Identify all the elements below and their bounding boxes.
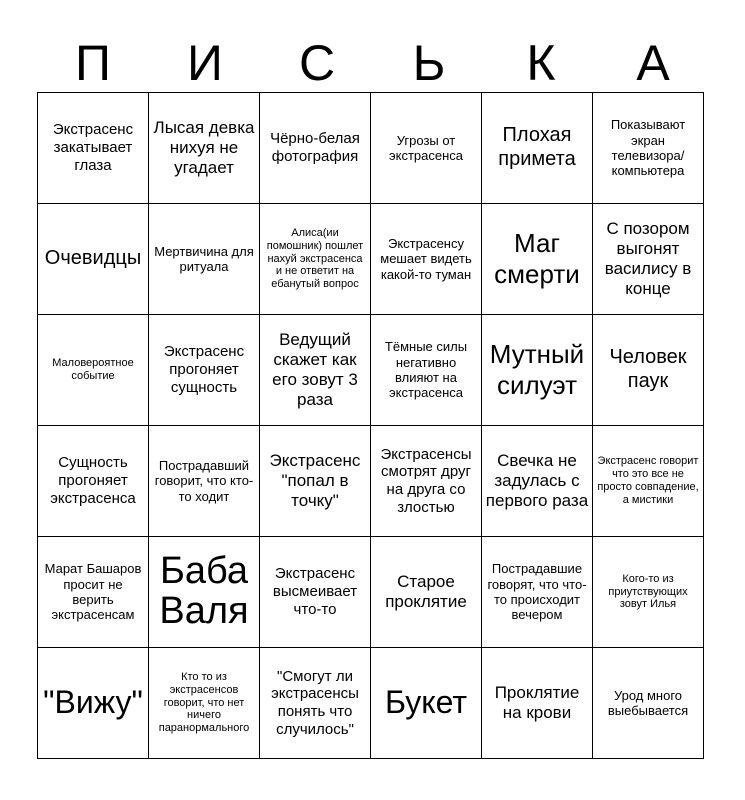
bingo-cell[interactable]: "Смогут ли экстрасенсы понять что случилось" <box>260 648 371 759</box>
bingo-cell[interactable]: Экстрасенс говорит что это все не просто совпадение, а мистики <box>593 426 704 537</box>
bingo-cell[interactable]: Человек паук <box>593 315 704 426</box>
bingo-row <box>38 426 704 537</box>
bingo-cell[interactable]: Кого-то из приутствующих зовут Илья <box>593 537 704 648</box>
bingo-cell[interactable]: Экстрасенс закатывает глаза <box>38 93 149 204</box>
bingo-cell[interactable]: Марат Башаров просит не верить экстрасенсам <box>38 537 149 648</box>
bingo-cell[interactable]: Алиса(ии помошник) пошлет нахуй экстрасенса и не ответит на ебанутый вопрос <box>260 204 371 315</box>
bingo-row <box>38 648 704 759</box>
bingo-cell[interactable]: Старое проклятие <box>371 537 482 648</box>
bingo-cell[interactable]: Угрозы от экстрасенса <box>371 93 482 204</box>
title-letter: Ь <box>412 35 446 91</box>
bingo-cell[interactable]: Экстрасенс высмеивает что-то <box>260 537 371 648</box>
bingo-cell[interactable]: Свечка не задулась с первого раза <box>482 426 593 537</box>
bingo-cell[interactable]: Экстрасенсы смотрят друг на друга со злостью <box>371 426 482 537</box>
bingo-title <box>37 34 709 92</box>
bingo-cell[interactable]: Пострадавший говорит, что кто-то ходит <box>149 426 260 537</box>
bingo-row <box>38 315 704 426</box>
bingo-cell[interactable]: Букет <box>371 648 482 759</box>
bingo-cell[interactable]: Лысая девка нихуя не угадает <box>149 93 260 204</box>
bingo-cell[interactable]: Плохая примета <box>482 93 593 204</box>
bingo-cell[interactable]: Тёмные силы негативно влияют на экстрасенса <box>371 315 482 426</box>
bingo-cell[interactable]: Показывают экран телевизора/ компьютера <box>593 93 704 204</box>
bingo-cell[interactable]: Маг смерти <box>482 204 593 315</box>
bingo-cell[interactable]: Кто то из экстрасенсов говорит, что нет ничего паранормального <box>149 648 260 759</box>
bingo-row <box>38 93 704 204</box>
bingo-cell[interactable]: Ведущий скажет как его зовут 3 раза <box>260 315 371 426</box>
bingo-cell[interactable]: Урод много выебывается <box>593 648 704 759</box>
title-letter: П <box>75 35 111 91</box>
bingo-row <box>38 204 704 315</box>
bingo-cell[interactable]: С позором выгонят василису в конце <box>593 204 704 315</box>
title-letter: И <box>187 35 223 91</box>
bingo-cell[interactable]: Чёрно-белая фотография <box>260 93 371 204</box>
bingo-cell[interactable]: Сущность прогоняет экстрасенса <box>38 426 149 537</box>
bingo-card <box>37 92 704 759</box>
bingo-cell[interactable]: Проклятие на крови <box>482 648 593 759</box>
bingo-cell[interactable]: "Вижу" <box>38 648 149 759</box>
bingo-cell[interactable]: Маловероятное событие <box>38 315 149 426</box>
bingo-cell[interactable]: Экстрасенс "попал в точку" <box>260 426 371 537</box>
title-letter: С <box>298 35 336 91</box>
bingo-cell[interactable]: Мутный силуэт <box>482 315 593 426</box>
bingo-cell[interactable]: Мертвичина для ритуала <box>149 204 260 315</box>
bingo-cell[interactable]: Экстрасенс прогоняет сущность <box>149 315 260 426</box>
bingo-cell[interactable]: Пострадавшие говорят, что что-то происходит вечером <box>482 537 593 648</box>
bingo-row <box>38 537 704 648</box>
title-letter: А <box>636 35 670 91</box>
bingo-cell[interactable]: Баба Валя <box>149 537 260 648</box>
bingo-cell[interactable]: Очевидцы <box>38 204 149 315</box>
bingo-cell[interactable]: Экстрасенсу мешает видеть какой-то туман <box>371 204 482 315</box>
title-letter: К <box>526 35 556 91</box>
